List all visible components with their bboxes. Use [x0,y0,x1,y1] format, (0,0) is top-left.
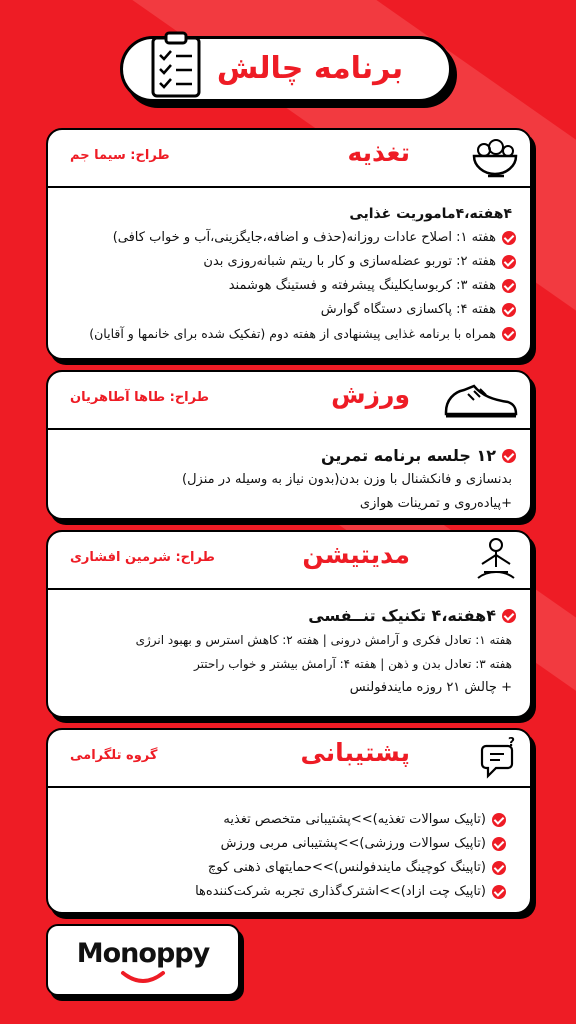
exercise-title: ورزش [331,380,410,409]
exercise-designer: طراح: طاها آطاهریان [70,390,209,405]
check-icon [502,327,516,341]
nutrition-designer: طراح: سیما جم [70,148,170,163]
meditation-line: هفته ۱: تعادل فکری و آرامش درونی | هفته ۲: کاهش استرس و بهبود انرژی [135,633,512,647]
chat-question-icon [416,734,520,782]
exercise-body [48,430,530,516]
page-title: برنامه چالش [216,51,404,86]
list-item [58,250,516,274]
check-icon [492,885,506,899]
support-item: (تاپیک سوالات تغذیه)>>پشتیبانی متخصص تغذیه [223,812,486,827]
check-icon [502,255,516,269]
meditation-body [48,590,530,700]
brand-logo [46,924,240,996]
list-item [58,226,516,250]
support-body [48,788,530,904]
exercise-line: +پیاده‌روی و تمرینات هوازی [359,496,512,511]
nutrition-item: همراه با برنامه غذایی پیشنهادی از هفته دوم (تفکیک شده برای خانمها و آقایان) [89,326,496,341]
exercise-card [46,370,532,520]
nutrition-item: هفته ۴: پاکسازی دستگاه گوارش [320,302,496,317]
check-icon [492,837,506,851]
smile-icon [120,970,166,986]
meditation-heading-row [58,604,516,628]
meditation-designer: طراح: شرمین افشاری [70,550,215,565]
support-item: (تاپیک چت ازاد)>>اشترک‌گذاری تجربه شرکت‌کننده‌ها [195,884,486,899]
support-card-header [48,730,530,788]
check-icon [502,609,516,623]
nutrition-item: هفته ۲: توربو عضله‌سازی و کار با ریتم شبانه‌روزی بدن [203,254,496,269]
check-icon [492,813,506,827]
sneaker-icon [416,376,520,424]
check-icon [502,449,516,463]
nutrition-title: تغذیه [347,138,410,167]
exercise-line: بدنسازی و فانکشنال با وزن بدن(بدون نیاز به وسیله در منزل) [182,472,512,487]
check-icon [502,231,516,245]
meditation-line: + چالش ۲۱ روزه مایندفولنس [349,680,512,695]
exercise-card-header [48,372,530,430]
list-item [58,880,506,904]
check-icon [502,303,516,317]
meditation-line: هفته ۳: تعادل بدن و ذهن | هفته ۴: آرامش بیشتر و خواب راحتتر [194,657,512,671]
support-title: پشتیبانی [300,738,410,767]
meditation-title: مدیتیشن [302,540,410,569]
list-item [58,808,506,832]
support-item: (تاپینگ کوچینگ مایندفولنس)>>حمایتهای ذهنی کوچ [207,860,486,875]
nutrition-body [48,188,530,346]
meditation-heading: ۴هفته،۴ تکنیک تنــفسی [308,606,496,625]
logo-text: Monoppy [76,938,210,969]
support-card [46,728,532,914]
meditation-person-icon [416,536,520,584]
check-icon [502,279,516,293]
list-item [58,322,516,346]
nutrition-item: هفته ۳: کربوسایکلینگ پیشرفته و فستینگ هوشمند [228,278,496,293]
nutrition-item: هفته ۱: اصلاح عادات روزانه(حذف و اضافه،جایگزینی،آب و خواب کافی) [112,230,496,245]
nutrition-card [46,128,532,360]
nutrition-heading: ۴هفته،۴ماموریت غذایی [349,206,512,222]
nutrition-card-header [48,130,530,188]
meditation-card [46,530,532,718]
salad-bowl-icon [416,134,520,182]
list-item [58,298,516,322]
list-item [58,856,506,880]
list-item [58,274,516,298]
clipboard-checklist-icon [148,30,206,100]
support-item: (تاپیک سوالات ورزشی)>>پشتیبانی مربی ورزش [220,836,486,851]
exercise-heading-row [58,444,516,468]
exercise-heading: ۱۲ جلسه برنامه تمرین [321,446,496,465]
check-icon [492,861,506,875]
support-designer: گروه تلگرامی [70,748,158,763]
meditation-card-header [48,532,530,590]
svg-text:?: ? [508,735,515,749]
list-item [58,832,506,856]
